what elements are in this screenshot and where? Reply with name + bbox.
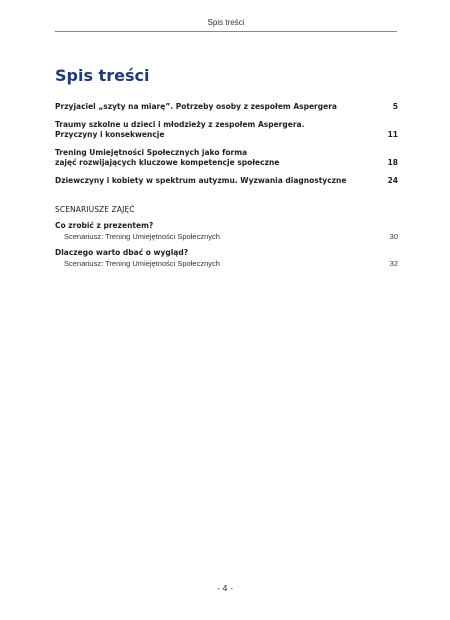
running-head: Spis treści bbox=[207, 18, 245, 27]
toc-entry[interactable] bbox=[55, 120, 398, 141]
section-heading: SCENARIUSZE ZAJĘĆ bbox=[55, 205, 135, 214]
toc-entry-title: Dziewczyny i kobiety w spektrum autyzmu. Wyzwania diagnostyczne bbox=[55, 175, 347, 185]
toc-entry[interactable] bbox=[55, 148, 398, 169]
page-number: - 4 - bbox=[217, 584, 233, 593]
page-title: Spis treści bbox=[55, 66, 150, 85]
toc-entry[interactable] bbox=[55, 176, 398, 187]
scenario-page: 32 bbox=[389, 258, 398, 268]
toc-list bbox=[55, 102, 398, 194]
header-rule bbox=[55, 31, 397, 32]
toc-entry-page: 24 bbox=[387, 175, 398, 185]
toc-entry-page: 5 bbox=[392, 102, 398, 111]
scenario-subtitle: Scenariusz: Trening Umiejętności Społecznych 32 bbox=[64, 258, 398, 268]
scenario-entry[interactable] bbox=[55, 221, 398, 242]
scenario-entry[interactable] bbox=[55, 248, 398, 269]
toc-entry[interactable] bbox=[55, 102, 398, 113]
scenario-title: Dlaczego warto dbać o wygląd? bbox=[55, 248, 189, 257]
toc-entry-title: Trening Umiejętności Społecznych jako forma zajęć rozwijających kluczowe kompetencje społeczne bbox=[55, 147, 280, 168]
toc-entry-page: 18 bbox=[387, 158, 398, 168]
toc-entry-page: 11 bbox=[387, 130, 398, 140]
scenario-title: Co zrobić z prezentem? bbox=[55, 221, 154, 230]
toc-entry-title: Przyjaciel „szyty na miarę”. Potrzeby osoby z zespołem Aspergera bbox=[55, 102, 337, 111]
toc-entry-title: Traumy szkolne u dzieci i młodzieży z zespołem Aspergera. Przyczyny i konsekwencje bbox=[55, 119, 305, 140]
scenario-page: 30 bbox=[389, 231, 398, 241]
scenario-subtitle: Scenariusz: Trening Umiejętności Społecznych 30 bbox=[64, 231, 398, 241]
